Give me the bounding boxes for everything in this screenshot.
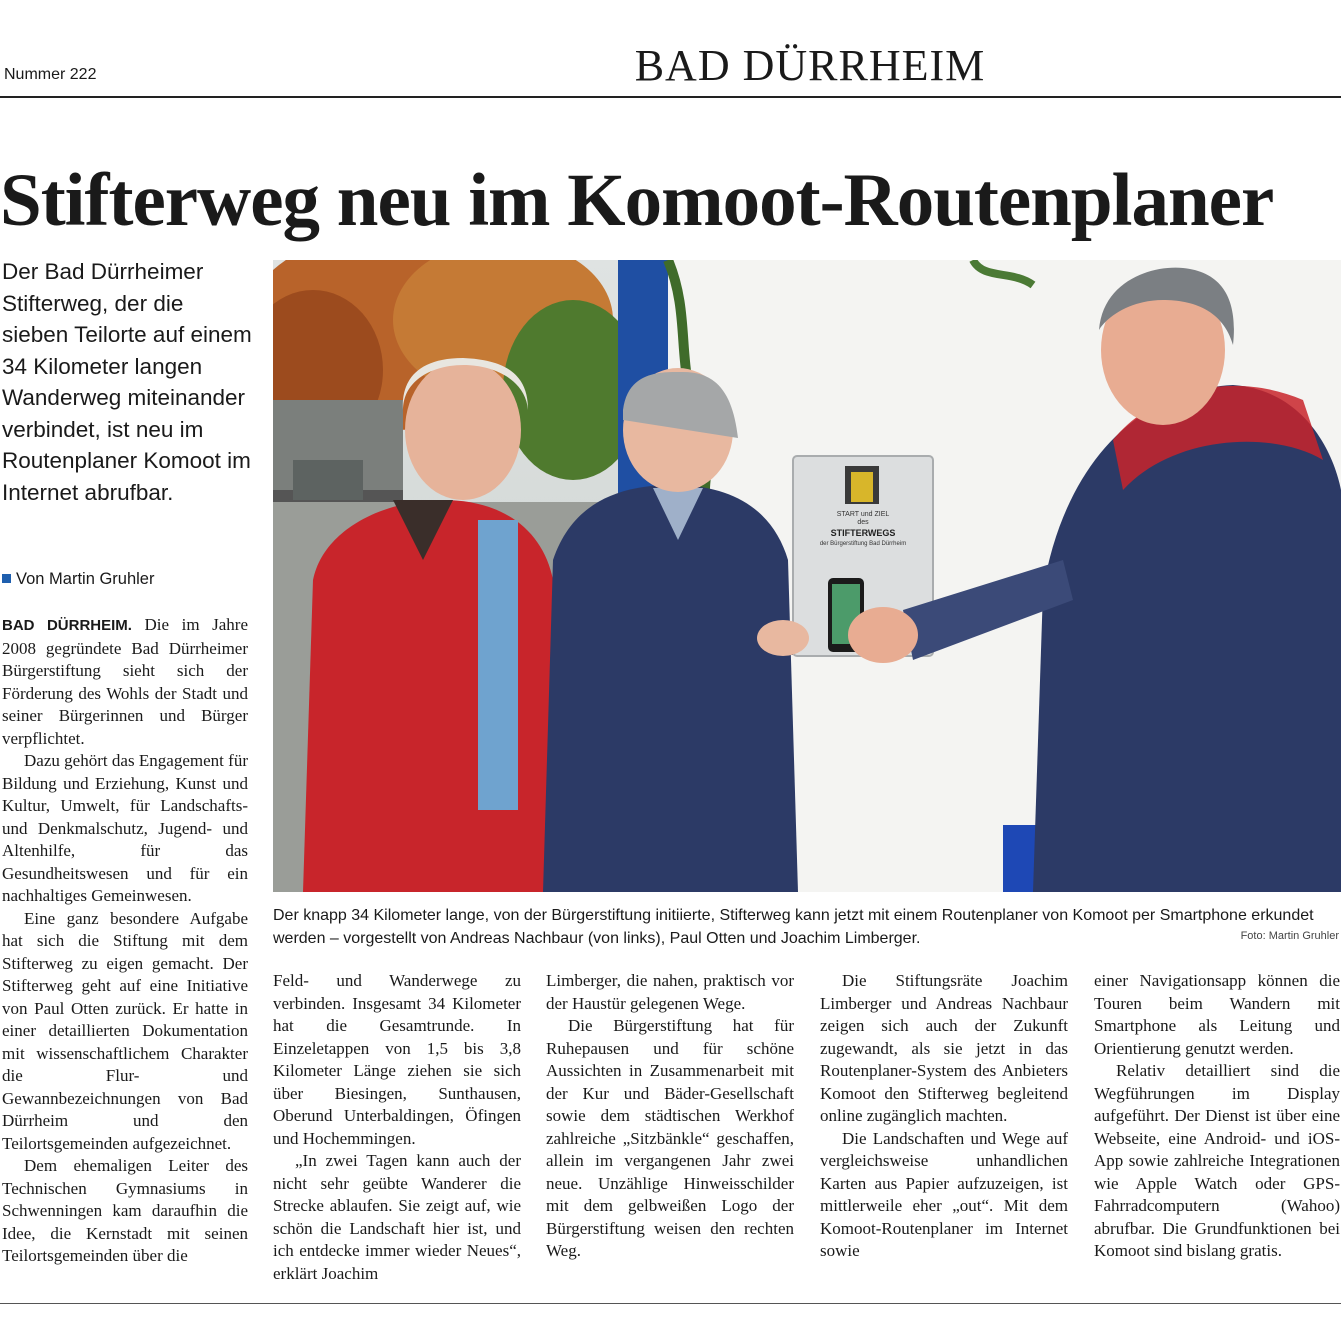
paragraph: Eine ganz besondere Aufgabe hat sich die Stiftung mit dem Stifterweg zu eigen gemacht. Der Stifterweg geht auf eine Initiative von Paul Otten zurück. Er hatte in einer detaillierten Dokumentation mit wissenschaftlichem Charakter die Flur- und Gewannbezeichnungen von Bad Dürrheim und den Teilortsgemeinden aufgezeichnet. (2, 908, 248, 1153)
section-title: BAD DÜRRHEIM (634, 41, 986, 90)
byline-marker-icon (2, 574, 11, 583)
dateline: BAD DÜRRHEIM. (2, 617, 132, 634)
article-column-4 (820, 970, 1068, 1263)
photo-credit: Foto: Martin Gruhler (1240, 930, 1339, 942)
paragraph: einer Navigationsapp können die Touren beim Wandern mit Smartphone als Leitung und Orientierung genutzt werden. (1094, 971, 1340, 1058)
teaser: Der Bad Dürrheimer Stifterweg, der die sieben Teilorte auf einem 34 Kilometer langen Wanderweg miteinander verbindet, ist neu im Routenplaner Komoot im Internet abrufbar. (2, 259, 252, 505)
footer-rule (0, 1303, 1341, 1304)
paragraph: Dem ehemaligen Leiter des Technischen Gymnasiums in Schwenningen kam daraufhin die Idee, die Kernstadt mit seinen Teilortsgemeinden über die (2, 1156, 248, 1265)
plaque-text-1: START und ZIEL (836, 511, 890, 518)
issue-number: Nummer 222 (4, 66, 97, 83)
headline: Stifterweg neu im Komoot-Routenplaner (0, 159, 1274, 242)
header-rule (0, 96, 1341, 98)
paragraph: Feld- und Wanderwege zu verbinden. Insgesamt 34 Kilometer hat die Gesamtrunde. In Einzeletappen von 1,5 bis 3,8 Kilometer Länge ziehen sie sich über Biesingen, Sunthausen, Oberund Unterbaldingen, Öfingen und Hochemmingen. (273, 971, 521, 1148)
paragraph-text: Die im Jahre 2008 gegründete Bad Dürrheimer Bürgerstiftung sieht sich der Förderung des Wohls der Stadt und seiner Bürgerinnen und Bürger verpflichtet. (2, 615, 248, 748)
paragraph: Limberger, die nahen, praktisch vor der Haustür gelegenen Wege. (546, 971, 794, 1013)
paragraph: Die Stiftungsräte Joachim Limberger und Andreas Nachbaur zeigen sich auch der Zukunft zugewandt, als sie jetzt in das Routenplaner-System des Anbieters Komoot den Stifterweg begleitend online zugänglich machten. (820, 971, 1068, 1125)
paragraph: Die Landschaften und Wege auf vergleichsweise unhandlichen Karten aus Papier aufzuzeigen, ist mittlerweile eher „out“. Mit dem Komoot-Routenplaner im Internet sowie (820, 1128, 1068, 1260)
article-photo (273, 260, 1341, 892)
plaque-text-2: des (857, 519, 869, 526)
paragraph: Relativ detailliert sind die Wegführungen im Display aufgeführt. Der Dienst ist über eine Webseite, eine Android- und iOS-App sowie zahlreiche Integrationen wie Apple Watch oder GPS-Fahrradcomputern (Wahoo) abrufbar. Die Grundfunktionen bei Komoot sind bislang gratis. (1094, 1061, 1340, 1260)
photo-caption: Der knapp 34 Kilometer lange, von der Bürgerstiftung initiierte, Stifterweg kann jetzt mit einem Routenplaner von Komoot per Smartphone erkundet werden – vorgestellt von Andreas Nachbaur (von links), Paul Otten und Joachim Limberger. (273, 907, 1314, 947)
plaque-title: STIFTERWEGS (830, 528, 896, 538)
paragraph: „In zwei Tagen kann auch der nicht sehr geübte Wanderer die Strecke ablaufen. Sie zeigt auf, wie schön die Landschaft hier ist, und ich entdecke immer wieder Neues“, erklärt Joachim (273, 1151, 521, 1283)
paragraph: Dazu gehört das Engagement für Bildung und Erziehung, Kunst und Kultur, Umwelt, für Landschafts- und Denkmalschutz, Jugend- und Altenhilfe, für das Gesundheitswesen und für ein nachhaltiges Gemeinwesen. (2, 751, 248, 905)
paragraph: Die Bürgerstiftung hat für Ruhepausen und für schöne Aussichten in Zusammenarbeit mit der Kur und Bäder-Gesellschaft sowie dem städtischen Werkhof zahlreiche „Sitzbänkle“ geschaffen, allein im vergangenen Jahr zwei neue. Unzählige Hinweisschilder mit dem gelbweißen Logo der Bürgerstiftung weisen den rechten Weg. (546, 1016, 794, 1260)
paragraph (2, 614, 248, 750)
byline-text: Von Martin Gruhler (16, 570, 155, 588)
plaque-text-4: der Bürgerstiftung Bad Dürrheim (819, 541, 907, 547)
byline (2, 570, 154, 589)
article-column-5 (1094, 970, 1340, 1263)
article-column-3 (546, 970, 794, 1263)
article-column-1 (2, 614, 248, 1268)
article-column-2 (273, 970, 521, 1285)
